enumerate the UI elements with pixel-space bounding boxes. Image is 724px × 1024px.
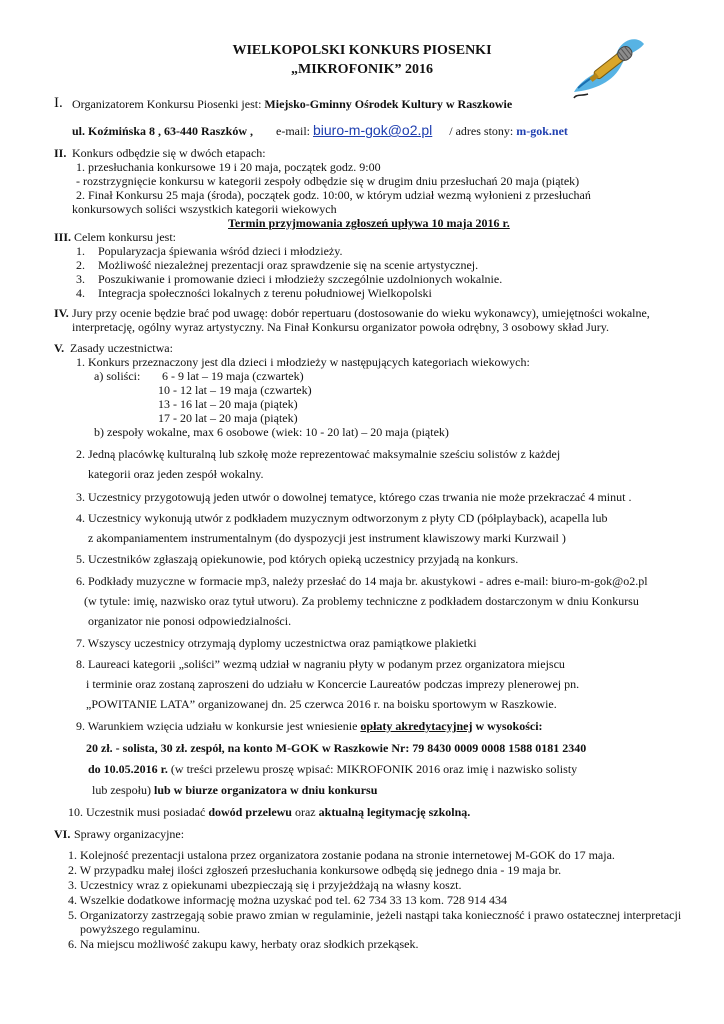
section-5-number: V. bbox=[54, 341, 65, 355]
doc-title-line2: „MIKROFONIK” 2016 bbox=[291, 62, 433, 77]
organizer-contact-line bbox=[72, 123, 568, 138]
section-4-number: IV. bbox=[54, 306, 69, 320]
rule-4-line-2: z akompaniamentem instrumentalnym (do dyspozycji jest instrument klawiszowy marki Kurzwail ) bbox=[88, 531, 566, 545]
rule-7: 7. Wszyscy uczestnicy otrzymają dyplomy uczestnictwa oraz pamiątkowe plakietki bbox=[76, 636, 477, 650]
goal-item: 4. Integracja społeczności lokalnych z terenu południowej Wielkopolski bbox=[76, 286, 432, 300]
organizer-site-link[interactable]: m-gok.net bbox=[516, 124, 568, 138]
rule-8-line-3: „POWITANIE LATA” organizowanej dn. 25 czerwca 2016 r. na boisku sportowym w Raszkowie. bbox=[86, 697, 557, 711]
section-2-line-2: - rozstrzygnięcie konkursu w kategorii zespoły odbędzie się w drugim dniu przesłuchań 20 maja (piątek) bbox=[76, 174, 580, 188]
rule-3: 3. Uczestnicy przygotowują jeden utwór o dowolnej tematyce, którego czas trwania nie może przekraczać 4 minut . bbox=[76, 490, 632, 504]
section-3-heading: Celem konkursu jest: bbox=[74, 230, 176, 244]
rule-4-line-1: 4. Uczestnicy wykonują utwór z podkładem muzycznym odtworzonym z płyty CD (półplayback), acapella lub bbox=[76, 511, 608, 525]
rule-5: 5. Uczestników zgłaszają opiekunowie, pod których opieką uczestnicy przyjadą na konkurs. bbox=[76, 552, 519, 566]
rule-9-line-4: lub zespołu) lub w biurze organizatora w dniu konkursu bbox=[92, 783, 378, 797]
section-3-number: III. bbox=[54, 230, 72, 244]
rule-8-line-1: 8. Laureaci kategorii „soliści” wezmą udział w nagraniu płyty w podanym przez organizatora miejscu bbox=[76, 657, 565, 671]
email-label: e-mail: bbox=[276, 124, 310, 138]
accreditation-fee-label: opłaty akredytacyjnej bbox=[360, 719, 473, 733]
org-line-6: 6. Na miejscu możliwość zakupu kawy, herbaty oraz słodkich przekąsek. bbox=[68, 937, 419, 951]
section-2-line-1: 1. przesłuchania konkursowe 19 i 20 maja, początek godz. 9:00 bbox=[76, 160, 381, 174]
category-soloists-4: 17 - 20 lat – 20 maja (piątek) bbox=[158, 411, 298, 425]
category-soloists-2: 10 - 12 lat – 19 maja (czwartek) bbox=[158, 383, 312, 397]
rule-6-line-2: (w tytule: imię, nazwisko oraz tytuł utworu). Za problemy techniczne z podkładem dostarczonym w dniu Konkursu bbox=[84, 594, 639, 608]
section-1-text bbox=[72, 97, 512, 111]
rule-10: 10. Uczestnik musi posiadać dowód przelewu oraz aktualną legitymację szkolną. bbox=[68, 805, 471, 819]
rule-2-line-2: kategorii oraz jeden zespół wokalny. bbox=[88, 467, 264, 481]
section-6-heading: Sprawy organizacyjne: bbox=[74, 827, 185, 841]
org-line-4: 4. Wszelkie dodatkowe informację można uzyskać pod tel. 62 734 33 13 kom. 728 914 434 bbox=[68, 893, 508, 907]
rule-6-line-1: 6. Podkłady muzyczne w formacie mp3, należy przesłać do 14 maja br. akustykowi - adres e-mail: biuro-m-gok@o2.pl bbox=[76, 574, 648, 588]
doc-title-line1: WIELKOPOLSKI KONKURS PIOSENKI bbox=[232, 43, 492, 58]
site-label: / adres stony: bbox=[449, 124, 514, 138]
rule-9-fees-account: 20 zł. - solista, 30 zł. zespół, na konto M-GOK w Raszkowie Nr: 79 8430 0009 0008 1588 0181 2340 bbox=[86, 741, 587, 755]
organizer-label: Organizatorem Konkursu Piosenki jest: bbox=[72, 97, 262, 111]
rule-1: 1. Konkurs przeznaczony jest dla dzieci i młodzieży w następujących kategoriach wiekowych: bbox=[76, 355, 530, 369]
section-2-line-4: konkursowych soliści wszystkich kategorii wiekowych bbox=[72, 202, 337, 216]
goal-item: 2. Możliwość niezależnej prezentacji oraz sprawdzenie się na scenie artystycznej. bbox=[76, 258, 479, 272]
section-6-number: VI. bbox=[54, 827, 71, 841]
section-5-heading: Zasady uczestnictwa: bbox=[70, 341, 173, 355]
org-line-5b: powyższego regulaminu. bbox=[80, 922, 200, 936]
microphone-icon bbox=[568, 30, 648, 102]
category-soloists-label: a) soliści: bbox=[94, 369, 141, 383]
section-2-heading: Konkurs odbędzie się w dwóch etapach: bbox=[72, 146, 266, 160]
section-2-line-3: 2. Finał Konkursu 25 maja (środa), początek godz. 10:00, w którym udział wezmą wyłonieni z przesłuchań bbox=[76, 188, 591, 202]
deadline-notice: Termin przyjmowania zgłoszeń upływa 10 maja 2016 r. bbox=[228, 216, 510, 230]
category-soloists-3: 13 - 16 lat – 20 maja (piątek) bbox=[158, 397, 298, 411]
rule-9-line-1: 9. Warunkiem wzięcia udziału w konkursie jest wniesienie opłaty akredytacyjnej w wysokości: bbox=[76, 719, 543, 733]
category-bands: b) zespoły wokalne, max 6 osobowe (wiek: 10 - 20 lat) – 20 maja (piątek) bbox=[94, 425, 449, 439]
org-line-5: 5. Organizatorzy zastrzegają sobie prawo zmian w regulaminie, jeżeli nastąpi taka konieczność i prawo ostatecznej interpretacji bbox=[68, 908, 682, 922]
rule-2-line-1: 2. Jedną placówkę kulturalną lub szkołę może reprezentować maksymalnie sześciu solistów z każdej bbox=[76, 447, 561, 461]
goal-item: 1. Popularyzacja śpiewania wśród dzieci i młodzieży. bbox=[76, 244, 343, 258]
rule-6-line-3: organizator nie ponosi odpowiedzialności. bbox=[88, 614, 292, 628]
organizer-address: ul. Koźmińska 8 , 63-440 Raszków , bbox=[72, 124, 254, 138]
org-line-1: 1. Kolejność prezentacji ustalona przez organizatora zostanie podana na stronie internetowej M-GOK do 17 maja. bbox=[68, 848, 615, 862]
organizer-name: Miejsko-Gminny Ośrodek Kultury w Raszkowie bbox=[264, 97, 513, 111]
section-1-number: I. bbox=[54, 95, 63, 111]
goal-item: 3. Poszukiwanie i promowanie dzieci i młodzieży szczególnie uzdolnionych wokalnie. bbox=[76, 272, 503, 286]
section-4-line-2: interpretację, ogólny wyraz artystyczny. Na Finał Konkursu organizator powoła odrębny, 3 osobowy skład Jury. bbox=[72, 320, 609, 334]
organizer-email-link[interactable]: biuro-m-gok@o2.pl bbox=[313, 122, 433, 138]
category-soloists-1: 6 - 9 lat – 19 maja (czwartek) bbox=[162, 369, 304, 383]
rule-9-line-3: do 10.05.2016 r. (w treści przelewu proszę wpisać: MIKROFONIK 2016 oraz imię i nazwisko solisty bbox=[88, 762, 578, 776]
section-4-line-1: Jury przy ocenie będzie brać pod uwagę: dobór repertuaru (dostosowanie do wieku wykonawcy), umiejętności wokalne, bbox=[72, 306, 650, 320]
org-line-3: 3. Uczestnicy wraz z opiekunami ubezpieczają się i przyjeżdżają na własny koszt. bbox=[68, 878, 462, 892]
org-line-2: 2. W przypadku małej ilości zgłoszeń przesłuchania konkursowe odbędą się jednego dnia - 19 maja br. bbox=[68, 863, 562, 877]
rule-8-line-2: i terminie oraz zostaną zaproszeni do udziału w Koncercie Laureatów podczas imprezy plenerowej pn. bbox=[86, 677, 580, 691]
section-2-number: II. bbox=[54, 146, 67, 160]
